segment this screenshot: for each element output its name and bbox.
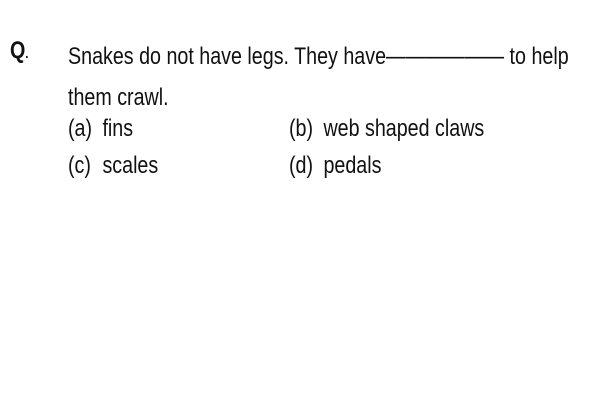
option-d[interactable] (289, 151, 381, 181)
option-d-text: pedals (323, 152, 382, 179)
question-label-dot: . (25, 45, 29, 61)
question-label-letter: Q (10, 37, 26, 64)
option-b-text: web shaped claws (323, 115, 485, 142)
option-a-key: (a) (68, 115, 93, 142)
question-label (10, 37, 29, 65)
option-a[interactable] (68, 114, 133, 144)
option-b[interactable] (289, 114, 484, 144)
option-a-text: fins (102, 115, 134, 142)
option-c-text: scales (102, 152, 159, 179)
option-c[interactable] (68, 151, 158, 181)
question-text (68, 36, 593, 118)
question-line-1: Snakes do not have legs. They have—————— to help (68, 43, 569, 70)
question-line-2: them crawl. (68, 84, 169, 111)
option-d-key: (d) (289, 152, 314, 179)
option-c-key: (c) (68, 152, 91, 179)
option-b-key: (b) (289, 115, 314, 142)
